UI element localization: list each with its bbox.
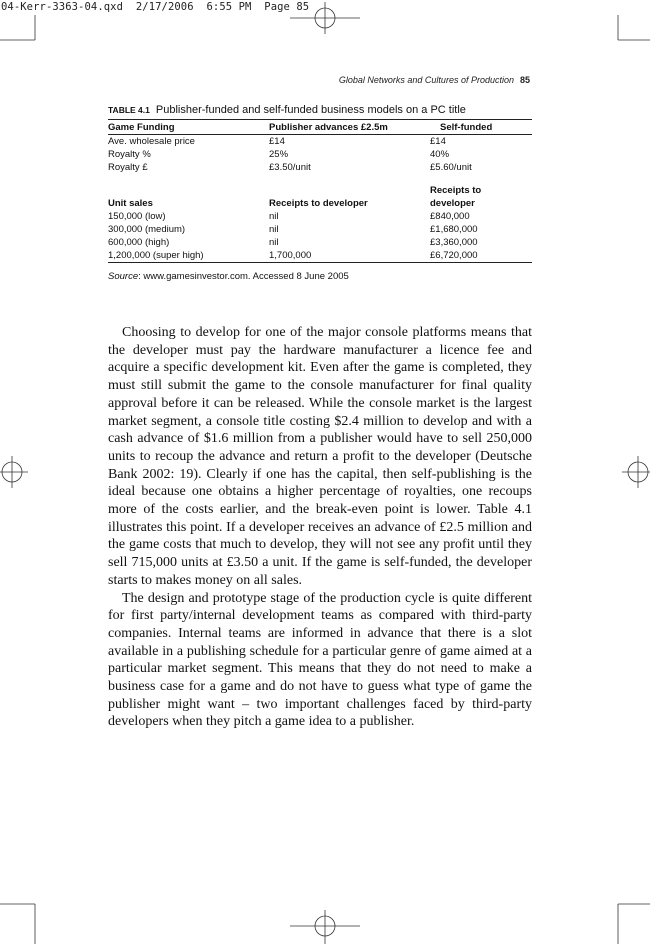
table-header-row bbox=[108, 120, 532, 135]
table-row bbox=[108, 161, 532, 174]
table-subheader-cell: developer bbox=[430, 198, 475, 209]
table-cell: £14 bbox=[269, 136, 285, 147]
table-label: TABLE 4.1 bbox=[108, 105, 150, 115]
table-cell: £6,720,000 bbox=[430, 249, 532, 263]
table-cell: 300,000 (medium) bbox=[108, 224, 186, 235]
table-cell: 25% bbox=[269, 149, 289, 160]
table-subheader-row bbox=[108, 197, 532, 210]
table-cell: £3,360,000 bbox=[430, 237, 478, 248]
table-cell: 40% bbox=[430, 149, 450, 160]
table-cell: 1,700,000 bbox=[269, 249, 430, 263]
table-cell: £3.50/unit bbox=[269, 162, 311, 173]
table-source bbox=[108, 271, 349, 282]
table-header-cell: Game Funding bbox=[108, 120, 269, 135]
paragraph: Choosing to develop for one of the major console platforms means that the developer must pay the hardware manufacturer a licence fee and acquire a specific development kit. Even after the game is completed, they must still submit the game to the console manufacturer for final quality approval before it can be released. While the console market is the largest market segment, a console title costing $2.4 million to develop and with a cash advance of $1.6 million from a publisher would have to sell 250,000 units to recoup the advance and return a profit to the developer (Deutsche Bank 2002: 19). Clearly if one has the capital, then self-publishing is the ideal because one obtains a higher percentage of royalties, one recoups more of the costs earlier, and the break-even point is lower. Table 4.1 illustrates this point. If a developer receives an advance of £2.5 million and the game costs that much to develop, they will not see any profit until they sell 715,000 units at £3.50 a unit. If the game is self-funded, the developer starts to makes money on all sales. bbox=[108, 325, 532, 588]
table-header-cell: Publisher advances £2.5m bbox=[269, 120, 430, 135]
table-cell: £5.60/unit bbox=[430, 162, 472, 173]
paragraph: The design and prototype stage of the production cycle is quite different for first party/internal development teams as compared with third-party companies. Internal teams are informed in advance that there is a slot available in a publishing schedule for a particular genre of game aimed at a particular market segment. This means that they do not need to make a business case for a game and do not have to guess what type of game the publisher might want – two important challenges faced by third-party developers when they pitch a game idea to a publisher. bbox=[108, 590, 532, 730]
source-label: Source bbox=[108, 271, 139, 282]
table-row bbox=[108, 249, 532, 263]
table-caption bbox=[108, 104, 466, 116]
table-header-cell: Self-funded bbox=[430, 120, 532, 135]
table-cell: 600,000 (high) bbox=[108, 237, 170, 248]
table-subheader-cell: Unit sales bbox=[108, 198, 153, 209]
registration-mark-left bbox=[0, 456, 28, 488]
table-subheader-row bbox=[108, 184, 532, 197]
table-cell: Royalty £ bbox=[108, 162, 148, 173]
table-cell: £1,680,000 bbox=[430, 224, 478, 235]
running-head bbox=[339, 75, 530, 85]
registration-mark-bottom bbox=[315, 910, 335, 944]
table-row bbox=[108, 135, 532, 149]
table-cell: nil bbox=[269, 237, 279, 248]
table-subheader-cell: Receipts to bbox=[430, 185, 482, 196]
table-spacer bbox=[108, 174, 532, 184]
table-row bbox=[108, 148, 532, 161]
page-number: 85 bbox=[519, 75, 530, 85]
table-cell: £14 bbox=[430, 136, 446, 147]
table-row bbox=[108, 223, 532, 236]
table-caption-text: Publisher-funded and self-funded business models on a PC title bbox=[155, 104, 466, 116]
running-title: Global Networks and Cultures of Production bbox=[338, 75, 514, 85]
body-text bbox=[108, 324, 532, 731]
table-cell: nil bbox=[269, 211, 279, 222]
table-row bbox=[108, 236, 532, 249]
table-row bbox=[108, 210, 532, 223]
table-cell: £840,000 bbox=[430, 211, 470, 222]
table-cell: 1,200,000 (super high) bbox=[108, 249, 269, 263]
printer-slug: 04-Kerr-3363-04.qxd 2/17/2006 6:55 PM Page 85 bbox=[1, 1, 310, 13]
table-cell: Royalty % bbox=[108, 149, 151, 160]
source-text: : www.gamesinvestor.com. Accessed 8 June 2005 bbox=[138, 271, 349, 282]
table-cell: 150,000 (low) bbox=[108, 211, 166, 222]
business-models-table bbox=[108, 119, 532, 263]
registration-mark-right bbox=[622, 456, 650, 488]
table-cell: Ave. wholesale price bbox=[108, 136, 195, 147]
table-cell: nil bbox=[269, 224, 279, 235]
table-subheader-cell: Receipts to developer bbox=[269, 198, 368, 209]
